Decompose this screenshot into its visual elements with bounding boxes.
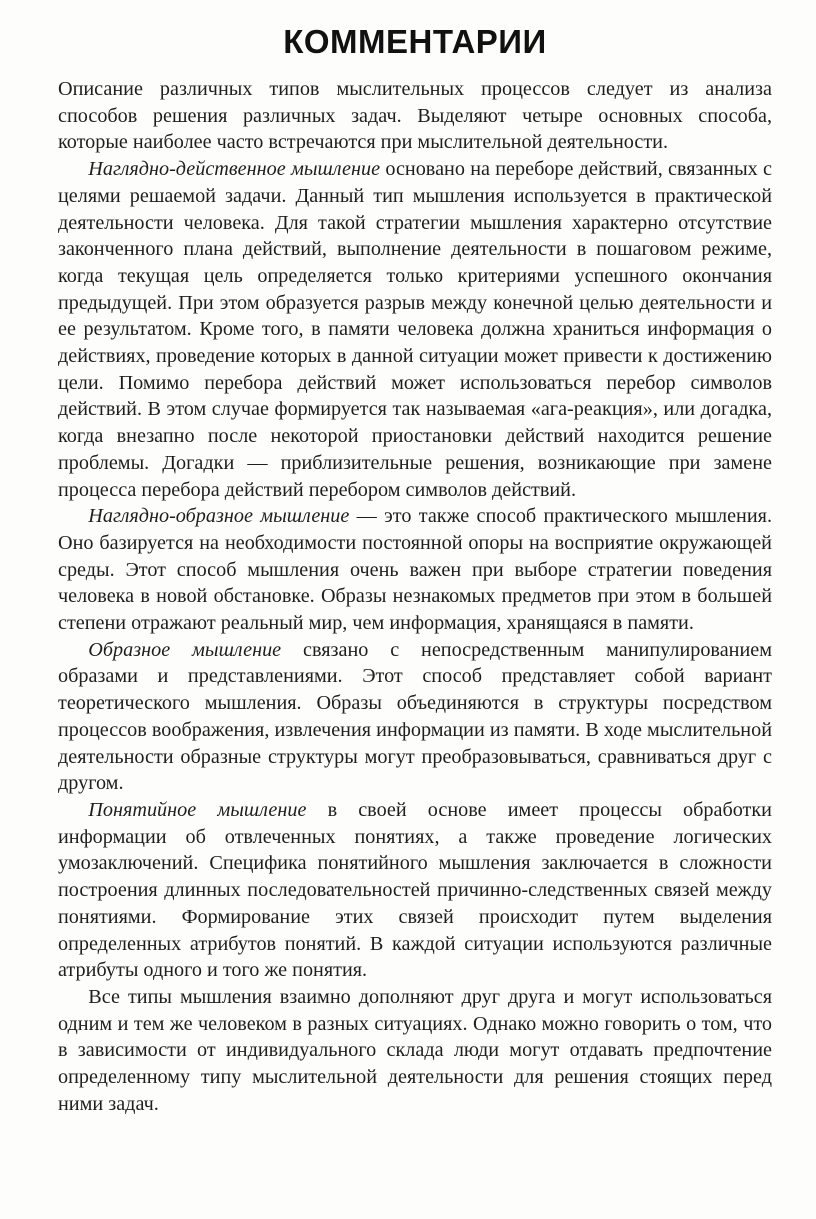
paragraph-figurative-thinking <box>58 637 772 797</box>
page-title: КОММЕНТАРИИ <box>283 23 547 60</box>
paragraph-text: Описание различных типов мыслительных процессов следует из анализа способов решения различных задач. Выделяют четыре основных способа, которые наиболее часто встречаются при мыслительной деятельности. <box>58 78 772 154</box>
paragraph-term: Наглядно-образное мышление <box>88 505 350 528</box>
paragraph-term: Образное мышление <box>88 638 282 661</box>
paragraph-conceptual-thinking <box>58 797 772 984</box>
paragraph-text: Все типы мышления взаимно дополняют друг друга и могут использоваться одним и тем же человеком в разных ситуациях. Однако можно говорить о том, что в зависимости от индивидуального склада люди могут отдавать предпочтение определенному типу мыслительной деятельности для решения стоящих перед ними задач. <box>58 985 772 1115</box>
paragraph-conclusion <box>58 984 772 1118</box>
paragraph-term: Наглядно-действенное мышление <box>88 158 381 181</box>
paragraph-text: — это также способ практического мышления. Оно базируется на необходимости постоянной опоры на восприятие окружающей среды. Этот способ мышления очень важен при выборе стратегии поведения человека в новой обстановке. Образы незнакомых предметов при этом в большей степени отражают реальный мир, чем информация, хранящаяся в памяти. <box>58 505 772 635</box>
document-body <box>58 76 772 1117</box>
paragraph-text: связано с непосредственным манипулированием образами и представлениями. Этот способ представляет собой вариант теоретического мышления. Образы объединяются в структуры посредством процессов воображения, извлечения информации из памяти. В ходе мыслительной деятельности образные структуры могут преобразовываться, сравниваться друг с другом. <box>58 638 773 795</box>
paragraph-visual-figurative-thinking <box>58 503 772 637</box>
paragraph-intro <box>58 76 772 156</box>
paragraph-text: основано на переборе действий, связанных с целями решаемой задачи. Данный тип мышления используется в практической деятельности человека. Для такой стратегии мышления характерно отсутствие законченного плана действий, выполнение деятельности в пошаговом режиме, когда текущая цель определяется только критериями успешного окончания предыдущей. При этом образуется разрыв между конечной целью деятельности и ее результатом. Кроме того, в памяти человека должна храниться информация о действиях, проведение которых в данной ситуации может привести к достижению цели. Помимо перебора действий может использоваться перебор символов действий. В этом случае формируется так называемая «ага-реакция», или догадка, когда внезапно после некоторой приостановки действий находится решение проблемы. Догадки — приблизительные решения, возникающие при замене процесса перебора действий перебором символов действий. <box>58 158 772 501</box>
paragraph-visual-action-thinking <box>58 156 772 503</box>
paragraph-text: в своей основе имеет процессы обработки информации об отвлеченных понятиях, а также проведение логических умозаключений. Специфика понятийного мышления заключается в сложности построения длинных последовательностей причинно-следственных связей между понятиями. Формирование этих связей происходит путем выделения определенных атрибутов понятий. В каждой ситуации используются различные атрибуты одного и того же понятия. <box>58 798 772 982</box>
paragraph-term: Понятийное мышление <box>88 798 307 821</box>
